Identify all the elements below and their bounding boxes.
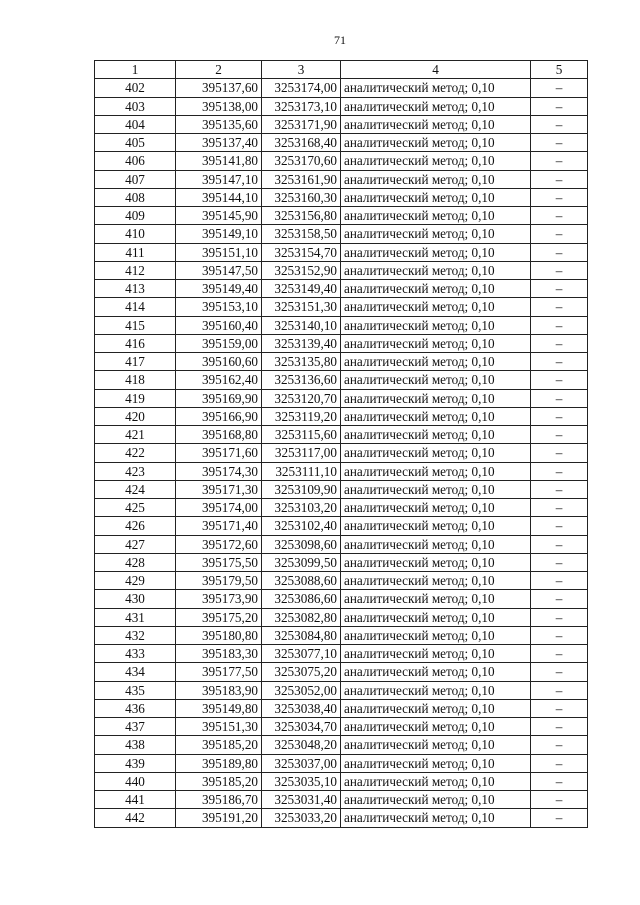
- note-cell: –: [531, 97, 588, 115]
- table-row: [95, 316, 588, 334]
- table-row: [95, 462, 588, 480]
- method-cell: аналитический метод; 0,10: [341, 718, 531, 736]
- y-coordinate-cell: 3253084,80: [262, 626, 341, 644]
- note-cell: –: [531, 736, 588, 754]
- table-row: [95, 535, 588, 553]
- method-cell: аналитический метод; 0,10: [341, 809, 531, 827]
- method-cell: аналитический метод; 0,10: [341, 371, 531, 389]
- point-number-cell: 439: [95, 754, 176, 772]
- x-coordinate-cell: 395145,90: [176, 207, 262, 225]
- method-cell: аналитический метод; 0,10: [341, 79, 531, 97]
- x-coordinate-cell: 395186,70: [176, 791, 262, 809]
- column-header-3: 3: [262, 61, 341, 79]
- coordinates-table: [94, 60, 588, 828]
- x-coordinate-cell: 395185,20: [176, 736, 262, 754]
- note-cell: –: [531, 371, 588, 389]
- note-cell: –: [531, 115, 588, 133]
- table-row: [95, 626, 588, 644]
- table-row: [95, 261, 588, 279]
- method-cell: аналитический метод; 0,10: [341, 553, 531, 571]
- point-number-cell: 416: [95, 334, 176, 352]
- x-coordinate-cell: 395141,80: [176, 152, 262, 170]
- note-cell: –: [531, 608, 588, 626]
- point-number-cell: 417: [95, 353, 176, 371]
- table-row: [95, 754, 588, 772]
- x-coordinate-cell: 395183,30: [176, 645, 262, 663]
- method-cell: аналитический метод; 0,10: [341, 645, 531, 663]
- point-number-cell: 442: [95, 809, 176, 827]
- x-coordinate-cell: 395174,00: [176, 499, 262, 517]
- table-row: [95, 663, 588, 681]
- x-coordinate-cell: 395159,00: [176, 334, 262, 352]
- method-cell: аналитический метод; 0,10: [341, 407, 531, 425]
- method-cell: аналитический метод; 0,10: [341, 426, 531, 444]
- note-cell: –: [531, 772, 588, 790]
- point-number-cell: 425: [95, 499, 176, 517]
- point-number-cell: 414: [95, 298, 176, 316]
- note-cell: –: [531, 134, 588, 152]
- y-coordinate-cell: 3253111,10: [262, 462, 341, 480]
- method-cell: аналитический метод; 0,10: [341, 791, 531, 809]
- method-cell: аналитический метод; 0,10: [341, 97, 531, 115]
- table-row: [95, 517, 588, 535]
- method-cell: аналитический метод; 0,10: [341, 152, 531, 170]
- table-row: [95, 681, 588, 699]
- x-coordinate-cell: 395180,80: [176, 626, 262, 644]
- point-number-cell: 421: [95, 426, 176, 444]
- y-coordinate-cell: 3253031,40: [262, 791, 341, 809]
- point-number-cell: 428: [95, 553, 176, 571]
- method-cell: аналитический метод; 0,10: [341, 298, 531, 316]
- x-coordinate-cell: 395171,40: [176, 517, 262, 535]
- method-cell: аналитический метод; 0,10: [341, 772, 531, 790]
- note-cell: –: [531, 426, 588, 444]
- method-cell: аналитический метод; 0,10: [341, 754, 531, 772]
- table-row: [95, 371, 588, 389]
- x-coordinate-cell: 395149,10: [176, 225, 262, 243]
- method-cell: аналитический метод; 0,10: [341, 517, 531, 535]
- x-coordinate-cell: 395151,30: [176, 718, 262, 736]
- x-coordinate-cell: 395147,10: [176, 170, 262, 188]
- method-cell: аналитический метод; 0,10: [341, 389, 531, 407]
- y-coordinate-cell: 3253086,60: [262, 590, 341, 608]
- y-coordinate-cell: 3253152,90: [262, 261, 341, 279]
- y-coordinate-cell: 3253173,10: [262, 97, 341, 115]
- x-coordinate-cell: 395171,60: [176, 444, 262, 462]
- method-cell: аналитический метод; 0,10: [341, 572, 531, 590]
- note-cell: –: [531, 79, 588, 97]
- note-cell: –: [531, 170, 588, 188]
- y-coordinate-cell: 3253174,00: [262, 79, 341, 97]
- table-row: [95, 353, 588, 371]
- y-coordinate-cell: 3253161,90: [262, 170, 341, 188]
- table-row: [95, 736, 588, 754]
- x-coordinate-cell: 395173,90: [176, 590, 262, 608]
- point-number-cell: 411: [95, 243, 176, 261]
- point-number-cell: 432: [95, 626, 176, 644]
- y-coordinate-cell: 3253140,10: [262, 316, 341, 334]
- point-number-cell: 429: [95, 572, 176, 590]
- table-row: [95, 809, 588, 827]
- note-cell: –: [531, 444, 588, 462]
- x-coordinate-cell: 395149,80: [176, 699, 262, 717]
- point-number-cell: 408: [95, 188, 176, 206]
- column-header-5: 5: [531, 61, 588, 79]
- table-row: [95, 480, 588, 498]
- table-row: [95, 791, 588, 809]
- table-row: [95, 298, 588, 316]
- note-cell: –: [531, 645, 588, 663]
- y-coordinate-cell: 3253136,60: [262, 371, 341, 389]
- point-number-cell: 424: [95, 480, 176, 498]
- y-coordinate-cell: 3253088,60: [262, 572, 341, 590]
- table-row: [95, 225, 588, 243]
- table-row: [95, 170, 588, 188]
- y-coordinate-cell: 3253102,40: [262, 517, 341, 535]
- x-coordinate-cell: 395179,50: [176, 572, 262, 590]
- y-coordinate-cell: 3253160,30: [262, 188, 341, 206]
- y-coordinate-cell: 3253033,20: [262, 809, 341, 827]
- method-cell: аналитический метод; 0,10: [341, 243, 531, 261]
- y-coordinate-cell: 3253077,10: [262, 645, 341, 663]
- table-row: [95, 188, 588, 206]
- method-cell: аналитический метод; 0,10: [341, 261, 531, 279]
- x-coordinate-cell: 395138,00: [176, 97, 262, 115]
- y-coordinate-cell: 3253048,20: [262, 736, 341, 754]
- x-coordinate-cell: 395172,60: [176, 535, 262, 553]
- y-coordinate-cell: 3253170,60: [262, 152, 341, 170]
- note-cell: –: [531, 626, 588, 644]
- table-row: [95, 115, 588, 133]
- method-cell: аналитический метод; 0,10: [341, 188, 531, 206]
- y-coordinate-cell: 3253082,80: [262, 608, 341, 626]
- note-cell: –: [531, 590, 588, 608]
- point-number-cell: 409: [95, 207, 176, 225]
- point-number-cell: 404: [95, 115, 176, 133]
- note-cell: –: [531, 407, 588, 425]
- table-row: [95, 499, 588, 517]
- point-number-cell: 419: [95, 389, 176, 407]
- method-cell: аналитический метод; 0,10: [341, 626, 531, 644]
- method-cell: аналитический метод; 0,10: [341, 170, 531, 188]
- y-coordinate-cell: 3253117,00: [262, 444, 341, 462]
- x-coordinate-cell: 395168,80: [176, 426, 262, 444]
- y-coordinate-cell: 3253038,40: [262, 699, 341, 717]
- method-cell: аналитический метод; 0,10: [341, 353, 531, 371]
- point-number-cell: 403: [95, 97, 176, 115]
- note-cell: –: [531, 298, 588, 316]
- point-number-cell: 418: [95, 371, 176, 389]
- x-coordinate-cell: 395160,40: [176, 316, 262, 334]
- table-header-row: [95, 61, 588, 79]
- note-cell: –: [531, 207, 588, 225]
- note-cell: –: [531, 280, 588, 298]
- y-coordinate-cell: 3253035,10: [262, 772, 341, 790]
- x-coordinate-cell: 395147,50: [176, 261, 262, 279]
- x-coordinate-cell: 395183,90: [176, 681, 262, 699]
- y-coordinate-cell: 3253109,90: [262, 480, 341, 498]
- point-number-cell: 423: [95, 462, 176, 480]
- point-number-cell: 406: [95, 152, 176, 170]
- note-cell: –: [531, 791, 588, 809]
- x-coordinate-cell: 395189,80: [176, 754, 262, 772]
- note-cell: –: [531, 389, 588, 407]
- method-cell: аналитический метод; 0,10: [341, 280, 531, 298]
- method-cell: аналитический метод; 0,10: [341, 444, 531, 462]
- method-cell: аналитический метод; 0,10: [341, 535, 531, 553]
- x-coordinate-cell: 395144,10: [176, 188, 262, 206]
- x-coordinate-cell: 395175,20: [176, 608, 262, 626]
- x-coordinate-cell: 395160,60: [176, 353, 262, 371]
- note-cell: –: [531, 535, 588, 553]
- note-cell: –: [531, 353, 588, 371]
- note-cell: –: [531, 572, 588, 590]
- table-row: [95, 645, 588, 663]
- y-coordinate-cell: 3253139,40: [262, 334, 341, 352]
- point-number-cell: 441: [95, 791, 176, 809]
- table-row: [95, 334, 588, 352]
- y-coordinate-cell: 3253135,80: [262, 353, 341, 371]
- note-cell: –: [531, 681, 588, 699]
- table-row: [95, 152, 588, 170]
- note-cell: –: [531, 499, 588, 517]
- note-cell: –: [531, 754, 588, 772]
- note-cell: –: [531, 663, 588, 681]
- point-number-cell: 412: [95, 261, 176, 279]
- table-row: [95, 772, 588, 790]
- method-cell: аналитический метод; 0,10: [341, 681, 531, 699]
- y-coordinate-cell: 3253158,50: [262, 225, 341, 243]
- table-row: [95, 699, 588, 717]
- note-cell: –: [531, 243, 588, 261]
- x-coordinate-cell: 395137,60: [176, 79, 262, 97]
- x-coordinate-cell: 395149,40: [176, 280, 262, 298]
- point-number-cell: 433: [95, 645, 176, 663]
- method-cell: аналитический метод; 0,10: [341, 334, 531, 352]
- point-number-cell: 410: [95, 225, 176, 243]
- y-coordinate-cell: 3253034,70: [262, 718, 341, 736]
- column-header-1: 1: [95, 61, 176, 79]
- method-cell: аналитический метод; 0,10: [341, 225, 531, 243]
- method-cell: аналитический метод; 0,10: [341, 499, 531, 517]
- table-row: [95, 243, 588, 261]
- point-number-cell: 440: [95, 772, 176, 790]
- method-cell: аналитический метод; 0,10: [341, 207, 531, 225]
- y-coordinate-cell: 3253151,30: [262, 298, 341, 316]
- method-cell: аналитический метод; 0,10: [341, 663, 531, 681]
- point-number-cell: 402: [95, 79, 176, 97]
- table-row: [95, 79, 588, 97]
- point-number-cell: 437: [95, 718, 176, 736]
- y-coordinate-cell: 3253098,60: [262, 535, 341, 553]
- table-row: [95, 590, 588, 608]
- method-cell: аналитический метод; 0,10: [341, 316, 531, 334]
- x-coordinate-cell: 395169,90: [176, 389, 262, 407]
- method-cell: аналитический метод; 0,10: [341, 608, 531, 626]
- point-number-cell: 413: [95, 280, 176, 298]
- point-number-cell: 426: [95, 517, 176, 535]
- note-cell: –: [531, 699, 588, 717]
- y-coordinate-cell: 3253099,50: [262, 553, 341, 571]
- note-cell: –: [531, 316, 588, 334]
- point-number-cell: 431: [95, 608, 176, 626]
- point-number-cell: 438: [95, 736, 176, 754]
- point-number-cell: 436: [95, 699, 176, 717]
- point-number-cell: 430: [95, 590, 176, 608]
- note-cell: –: [531, 261, 588, 279]
- y-coordinate-cell: 3253168,40: [262, 134, 341, 152]
- x-coordinate-cell: 395151,10: [176, 243, 262, 261]
- note-cell: –: [531, 809, 588, 827]
- note-cell: –: [531, 553, 588, 571]
- y-coordinate-cell: 3253156,80: [262, 207, 341, 225]
- point-number-cell: 422: [95, 444, 176, 462]
- y-coordinate-cell: 3253154,70: [262, 243, 341, 261]
- note-cell: –: [531, 480, 588, 498]
- y-coordinate-cell: 3253075,20: [262, 663, 341, 681]
- point-number-cell: 415: [95, 316, 176, 334]
- note-cell: –: [531, 517, 588, 535]
- y-coordinate-cell: 3253171,90: [262, 115, 341, 133]
- y-coordinate-cell: 3253103,20: [262, 499, 341, 517]
- x-coordinate-cell: 395137,40: [176, 134, 262, 152]
- table-row: [95, 553, 588, 571]
- note-cell: –: [531, 152, 588, 170]
- x-coordinate-cell: 395185,20: [176, 772, 262, 790]
- y-coordinate-cell: 3253115,60: [262, 426, 341, 444]
- point-number-cell: 435: [95, 681, 176, 699]
- note-cell: –: [531, 225, 588, 243]
- page-number: 71: [334, 33, 346, 47]
- table-row: [95, 426, 588, 444]
- x-coordinate-cell: 395135,60: [176, 115, 262, 133]
- method-cell: аналитический метод; 0,10: [341, 590, 531, 608]
- method-cell: аналитический метод; 0,10: [341, 480, 531, 498]
- y-coordinate-cell: 3253037,00: [262, 754, 341, 772]
- column-header-4: 4: [341, 61, 531, 79]
- x-coordinate-cell: 395166,90: [176, 407, 262, 425]
- column-header-2: 2: [176, 61, 262, 79]
- point-number-cell: 405: [95, 134, 176, 152]
- method-cell: аналитический метод; 0,10: [341, 736, 531, 754]
- method-cell: аналитический метод; 0,10: [341, 699, 531, 717]
- x-coordinate-cell: 395171,30: [176, 480, 262, 498]
- x-coordinate-cell: 395174,30: [176, 462, 262, 480]
- y-coordinate-cell: 3253119,20: [262, 407, 341, 425]
- x-coordinate-cell: 395153,10: [176, 298, 262, 316]
- note-cell: –: [531, 334, 588, 352]
- point-number-cell: 407: [95, 170, 176, 188]
- point-number-cell: 420: [95, 407, 176, 425]
- table-row: [95, 718, 588, 736]
- x-coordinate-cell: 395177,50: [176, 663, 262, 681]
- note-cell: –: [531, 188, 588, 206]
- table-row: [95, 280, 588, 298]
- y-coordinate-cell: 3253120,70: [262, 389, 341, 407]
- table-row: [95, 97, 588, 115]
- method-cell: аналитический метод; 0,10: [341, 134, 531, 152]
- table-row: [95, 134, 588, 152]
- table-row: [95, 207, 588, 225]
- method-cell: аналитический метод; 0,10: [341, 462, 531, 480]
- method-cell: аналитический метод; 0,10: [341, 115, 531, 133]
- coordinates-table-body: [95, 61, 588, 828]
- x-coordinate-cell: 395175,50: [176, 553, 262, 571]
- note-cell: –: [531, 462, 588, 480]
- note-cell: –: [531, 718, 588, 736]
- x-coordinate-cell: 395191,20: [176, 809, 262, 827]
- table-row: [95, 389, 588, 407]
- x-coordinate-cell: 395162,40: [176, 371, 262, 389]
- table-row: [95, 444, 588, 462]
- y-coordinate-cell: 3253149,40: [262, 280, 341, 298]
- table-row: [95, 407, 588, 425]
- y-coordinate-cell: 3253052,00: [262, 681, 341, 699]
- point-number-cell: 434: [95, 663, 176, 681]
- table-row: [95, 572, 588, 590]
- table-row: [95, 608, 588, 626]
- point-number-cell: 427: [95, 535, 176, 553]
